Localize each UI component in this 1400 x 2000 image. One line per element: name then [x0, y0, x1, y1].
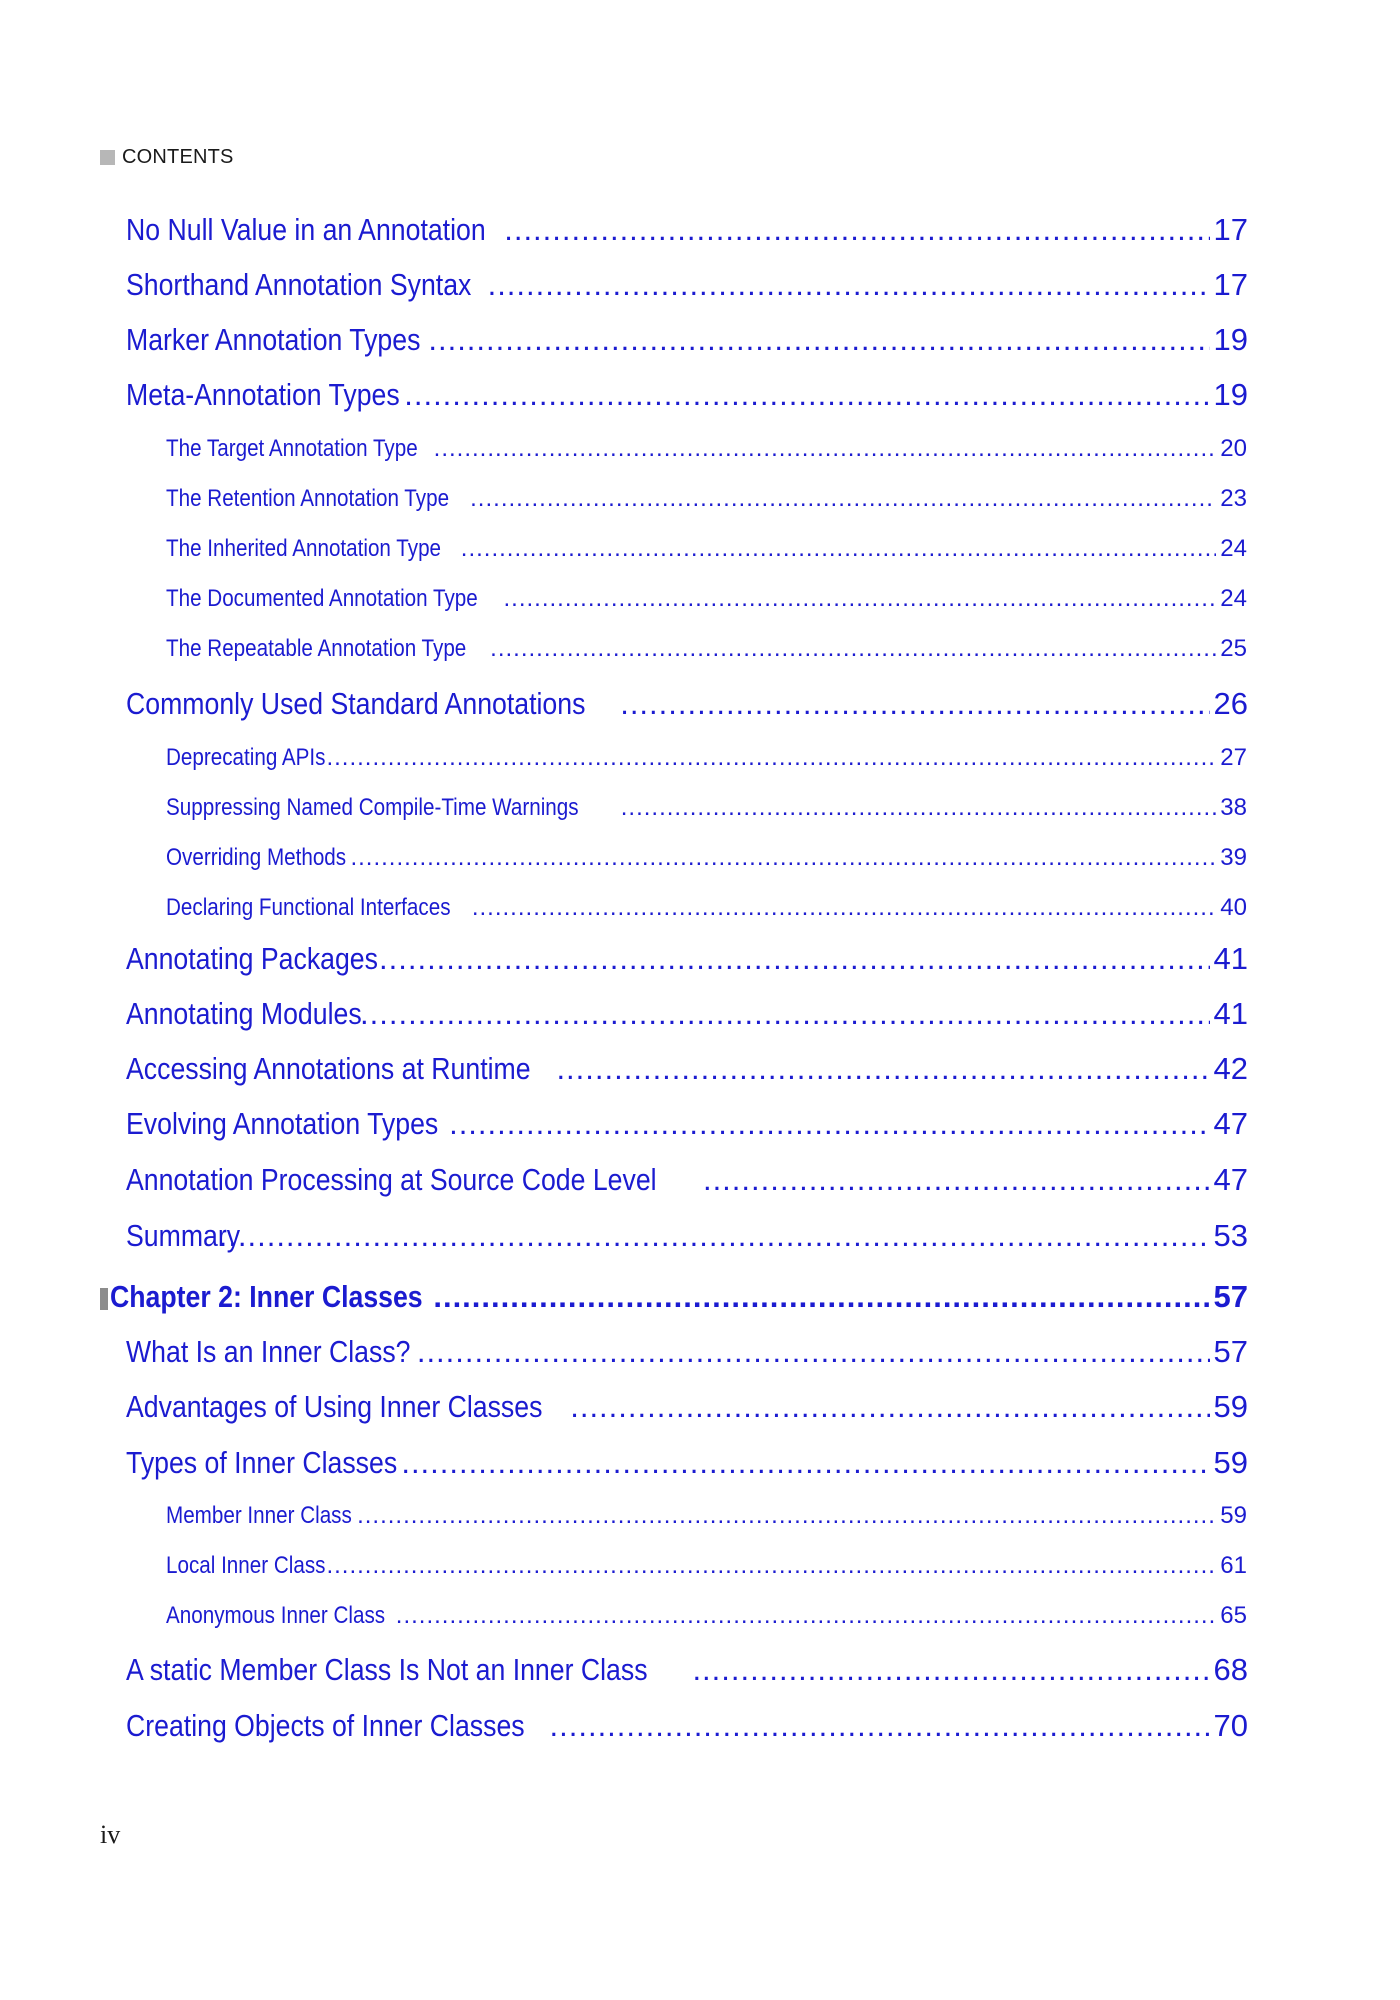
- toc-entry-title: The Documented Annotation Type: [166, 585, 478, 612]
- toc-entry-page: 57: [1213, 1334, 1248, 1369]
- toc-entry[interactable]: [126, 1389, 1248, 1429]
- toc-entry-title: Deprecating APIs: [166, 744, 326, 771]
- toc-entry[interactable]: [126, 322, 1248, 362]
- dot-leader: [449, 1106, 1209, 1142]
- dot-leader: [404, 377, 1209, 413]
- dot-leader: [556, 1051, 1209, 1087]
- running-head: [100, 146, 234, 169]
- dot-leader: [488, 267, 1210, 303]
- toc-subentry[interactable]: [166, 844, 1247, 876]
- dot-leader: [461, 535, 1217, 563]
- toc-entry-title: Chapter 2: Inner Classes: [109, 1279, 423, 1314]
- toc-entry[interactable]: [126, 1218, 1248, 1258]
- toc-entry-title: No Null Value in an Annotation: [126, 212, 486, 247]
- toc-subentry[interactable]: [166, 435, 1247, 467]
- toc-entry[interactable]: [126, 941, 1248, 981]
- toc-subentry[interactable]: [166, 894, 1247, 926]
- toc-subentry[interactable]: [166, 535, 1247, 567]
- toc-subentry[interactable]: [166, 485, 1247, 517]
- dot-leader: [504, 212, 1209, 248]
- dot-leader: [350, 844, 1216, 872]
- toc-entry-page: 26: [1213, 686, 1248, 721]
- toc-entry-title: Meta-Annotation Types: [126, 377, 400, 412]
- toc-entry-page: 40: [1220, 894, 1247, 921]
- toc-entry-page: 19: [1213, 322, 1248, 357]
- toc-entry[interactable]: [126, 1652, 1248, 1692]
- toc-entry-title: Commonly Used Standard Annotations: [126, 686, 586, 721]
- toc-entry-title: The Inherited Annotation Type: [166, 535, 442, 562]
- toc-entry-title: Anonymous Inner Class: [166, 1602, 386, 1629]
- dot-leader: [401, 1445, 1209, 1481]
- dot-leader: [620, 686, 1209, 722]
- toc-entry[interactable]: [126, 996, 1248, 1036]
- toc-entry-title: Summary: [126, 1218, 241, 1253]
- toc-entry-page: 17: [1213, 212, 1248, 247]
- dot-leader: [621, 794, 1217, 822]
- toc-entry-page: 59: [1220, 1502, 1247, 1529]
- dot-leader: [326, 1552, 1216, 1580]
- dot-leader: [357, 1502, 1216, 1530]
- toc-entry-page: 24: [1220, 585, 1247, 612]
- toc-subentry[interactable]: [166, 794, 1247, 826]
- toc-entry-title: The Retention Annotation Type: [166, 485, 450, 512]
- chapter-square-icon: [100, 1288, 108, 1310]
- toc-entry-page: 70: [1213, 1708, 1248, 1743]
- toc-entry-page: 47: [1213, 1106, 1248, 1141]
- toc-entry-title: Types of Inner Classes: [126, 1445, 398, 1480]
- toc-entry-page: 24: [1220, 535, 1247, 562]
- dot-leader: [490, 635, 1216, 663]
- toc-entry-title: What Is an Inner Class?: [126, 1334, 411, 1369]
- dot-leader: [417, 1334, 1210, 1370]
- toc-entry-title: A static Member Class Is Not an Inner Class: [126, 1652, 648, 1687]
- toc-subentry[interactable]: [166, 744, 1247, 776]
- toc-entry-title: Annotation Processing at Source Code Level: [126, 1162, 657, 1197]
- toc-entry-title: Member Inner Class: [166, 1502, 352, 1529]
- toc-entry[interactable]: [126, 686, 1248, 726]
- toc-subentry[interactable]: [166, 1552, 1247, 1584]
- toc-entry-page: 59: [1213, 1389, 1248, 1424]
- toc-entry-title: Suppressing Named Compile-Time Warnings: [166, 794, 579, 821]
- dot-leader: [692, 1652, 1209, 1688]
- toc-subentry[interactable]: [166, 585, 1247, 617]
- toc-entry-title: Evolving Annotation Types: [126, 1106, 439, 1141]
- toc-entry-page: 53: [1213, 1218, 1248, 1253]
- dot-leader: [396, 1602, 1217, 1630]
- toc-entry-page: 19: [1213, 377, 1248, 412]
- toc-subentry[interactable]: [166, 1602, 1247, 1634]
- toc-entry[interactable]: [126, 1445, 1248, 1485]
- dot-leader: [472, 894, 1216, 922]
- toc-entry-page: 57: [1213, 1279, 1248, 1314]
- toc-entry-page: 41: [1213, 996, 1248, 1031]
- toc-entry-page: 41: [1213, 941, 1248, 976]
- toc-entry[interactable]: [126, 267, 1248, 307]
- dot-leader: [428, 322, 1209, 358]
- dot-leader: [434, 435, 1217, 463]
- toc-entry[interactable]: [126, 1708, 1248, 1748]
- toc-entry-page: 61: [1220, 1552, 1247, 1579]
- toc-entry-title: Annotating Packages: [126, 941, 378, 976]
- toc-entry-page: 25: [1220, 635, 1247, 662]
- toc-subentry[interactable]: [166, 635, 1247, 667]
- toc-entry-page: 38: [1220, 794, 1247, 821]
- toc-entry-title: Local Inner Class: [166, 1552, 326, 1579]
- toc-chapter-entry[interactable]: [100, 1279, 1248, 1319]
- toc-entry[interactable]: [126, 1162, 1248, 1202]
- dot-leader: [219, 1218, 1210, 1254]
- page-number: iv: [100, 1820, 121, 1849]
- toc-entry-title: Accessing Annotations at Runtime: [126, 1051, 531, 1086]
- toc-entry-page: 27: [1220, 744, 1247, 771]
- toc-entry-title: Marker Annotation Types: [126, 322, 421, 357]
- toc-entry-title: Annotating Modules: [126, 996, 362, 1031]
- toc-entry-page: 39: [1220, 844, 1247, 871]
- toc-entry-title: Creating Objects of Inner Classes: [126, 1708, 525, 1743]
- running-head-square-icon: [100, 150, 115, 165]
- dot-leader: [379, 941, 1210, 977]
- dot-leader: [570, 1389, 1209, 1425]
- toc-entry[interactable]: [126, 1106, 1248, 1146]
- toc-entry-title: Advantages of Using Inner Classes: [126, 1389, 543, 1424]
- toc-entry-title: The Target Annotation Type: [166, 435, 418, 462]
- toc-entry-page: 68: [1213, 1652, 1248, 1687]
- toc-entry[interactable]: [126, 1334, 1248, 1374]
- dot-leader: [360, 996, 1209, 1032]
- dot-leader: [470, 485, 1216, 513]
- toc-entry-title: The Repeatable Annotation Type: [166, 635, 467, 662]
- toc-entry-page: 23: [1220, 485, 1247, 512]
- toc-entry-title: Overriding Methods: [166, 844, 347, 871]
- toc-entry[interactable]: [126, 212, 1248, 252]
- toc-entry-page: 42: [1213, 1051, 1248, 1086]
- toc-entry-page: 65: [1220, 1602, 1247, 1629]
- dot-leader: [503, 585, 1216, 613]
- toc-subentry[interactable]: [166, 1502, 1247, 1534]
- toc-entry-page: 17: [1213, 267, 1248, 302]
- running-head-label: CONTENTS: [122, 146, 234, 168]
- dot-leader: [433, 1279, 1209, 1315]
- dot-leader: [326, 744, 1216, 772]
- toc-entry-page: 47: [1213, 1162, 1248, 1197]
- toc-entry-title: Declaring Functional Interfaces: [166, 894, 451, 921]
- dot-leader: [703, 1162, 1210, 1198]
- toc-entry[interactable]: [126, 377, 1248, 417]
- toc-entry-page: 20: [1220, 435, 1247, 462]
- toc-entry-page: 59: [1213, 1445, 1248, 1480]
- dot-leader: [550, 1708, 1210, 1744]
- toc-entry-title: Shorthand Annotation Syntax: [126, 267, 472, 302]
- toc-entry[interactable]: [126, 1051, 1248, 1091]
